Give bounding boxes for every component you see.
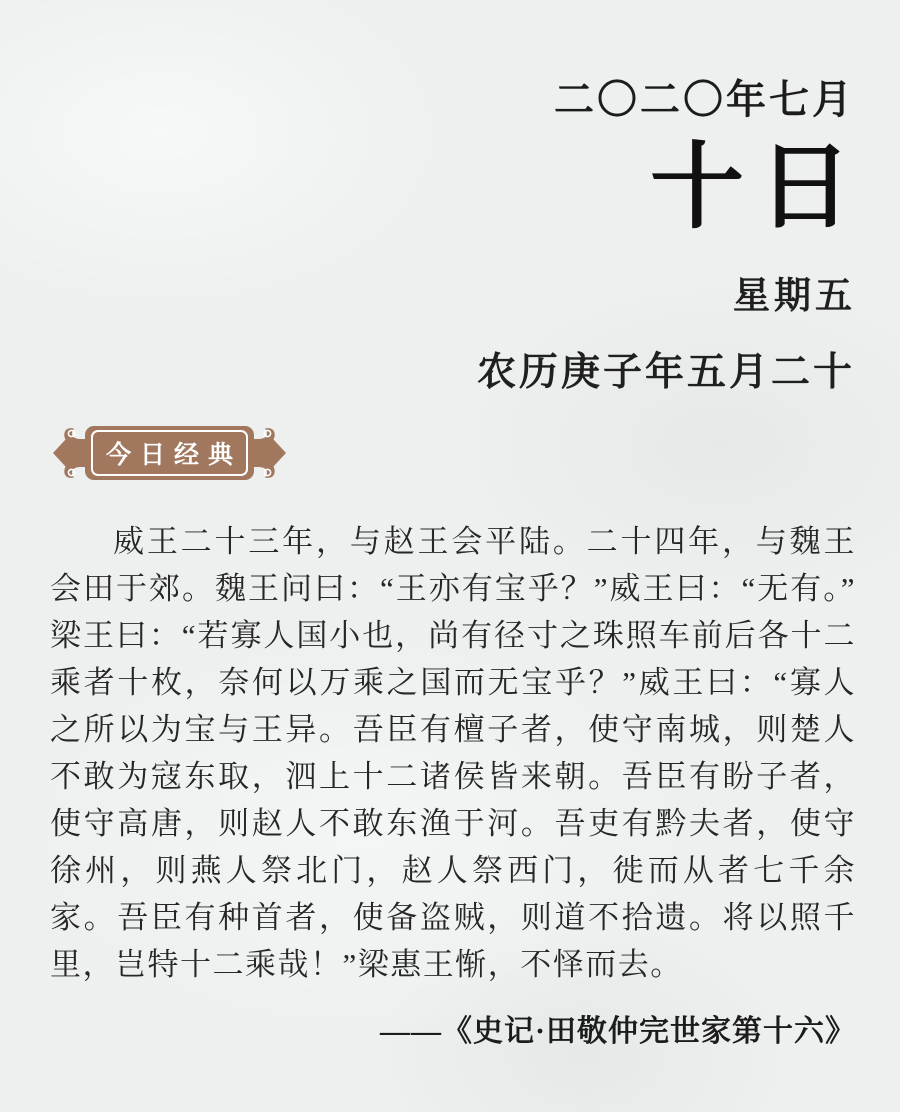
badge-inner-frame [91,430,248,476]
badge-box [85,426,254,480]
date-header [476,68,866,397]
source-attribution: ——《史记·田敬仲完世家第十六》 [379,1015,856,1048]
classic-paragraph: 威王二十三年，与赵王会平陆。二十四年，与魏王会田于郊。魏王问曰：“王亦有宝乎？”威王曰：“无有。”梁王曰：“若寡人国小也，尚有径寸之珠照车前后各十二乘者十枚，奈何以万乘之国而无宝乎？”威王曰：“寡人之所以为宝与王异。吾臣有檀子者，使守南城，则楚人不敢为寇东取，泗上十二诸侯皆来朝。吾臣有盼子者，使守高唐，则赵人不敢东渔于河。吾吏有黔夫者，使守徐州，则燕人祭北门，赵人祭西门，徙而从者七千余家。吾臣有种首者，使备盗贼，则道不拾遗。将以照千里，岂特十二乘哉！”梁惠王惭，不怿而去。 [50,524,856,982]
today-classic-badge [52,424,287,482]
year-month: 二〇二〇年七月 [554,77,855,122]
lunar-date: 农历庚子年五月二十 [476,351,855,394]
weekday: 星期五 [733,276,856,317]
badge-label: 今日经典 [106,442,243,469]
classic-article [50,518,856,988]
day-of-month: 十日 [649,136,866,240]
